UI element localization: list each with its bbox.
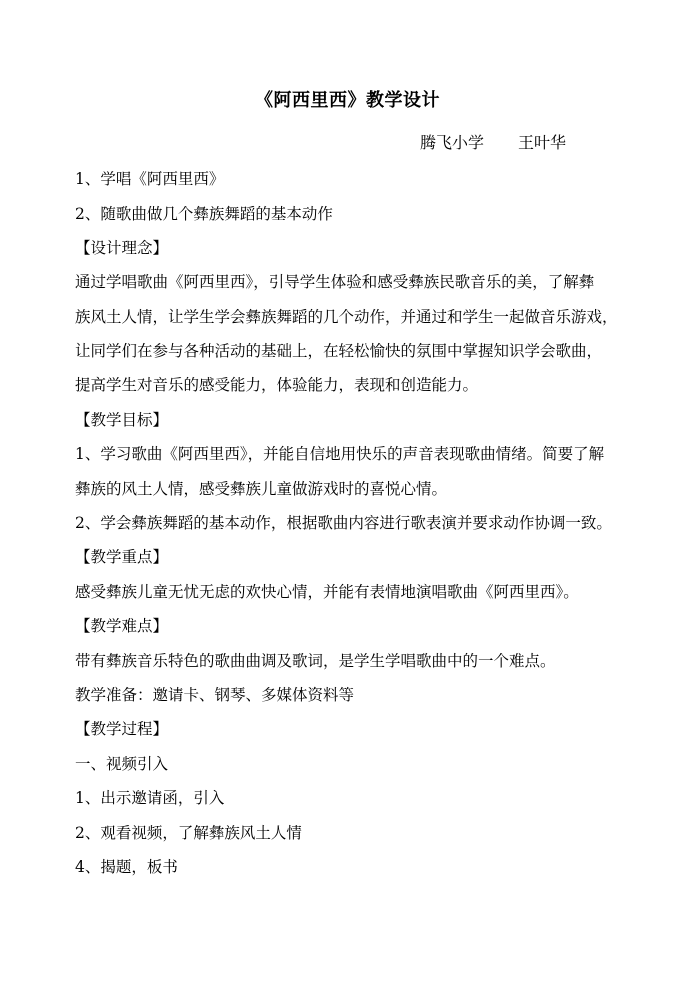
section-heading-design-concept: 【设计理念】 [75, 239, 169, 257]
paragraph-line: 彝族的风土人情，感受彝族儿童做游戏时的喜悦心情。 [75, 480, 448, 498]
process-step: 一、视频引入 [75, 755, 169, 773]
paragraph-line: 感受彝族儿童无忧无虑的欢快心情，并能有表情地演唱歌曲《阿西里西》。 [75, 583, 579, 601]
school-name: 腾飞小学 [420, 133, 485, 152]
process-step: 2、观看视频，了解彝族风土人情 [75, 824, 302, 842]
paragraph-line: 提高学生对音乐的感受能力，体验能力，表现和创造能力。 [75, 376, 479, 394]
document-title: 《阿西里西》教学设计 [255, 90, 440, 111]
paragraph-line: 族风土人情，让学生学会彝族舞蹈的几个动作，并通过和学生一起做音乐游戏， [75, 308, 618, 326]
objective-2: 2、随歌曲做几个彝族舞蹈的基本动作 [75, 205, 333, 223]
author-name: 王叶华 [518, 133, 567, 152]
teaching-preparation: 教学准备：邀请卡、钢琴、多媒体资料等 [75, 686, 355, 704]
paragraph-line: 让同学们在参与各种活动的基础上，在轻松愉快的氛围中掌握知识学会歌曲， [75, 342, 603, 360]
section-heading-teaching-process: 【教学过程】 [75, 720, 169, 738]
paragraph-line: 2、学会彝族舞蹈的基本动作，根据歌曲内容进行歌表演并要求动作协调一致。 [75, 514, 612, 532]
paragraph-line: 通过学唱歌曲《阿西里西》，引导学生体验和感受彝族民歌音乐的美，了解彝 [75, 273, 595, 291]
paragraph-line: 1、学习歌曲《阿西里西》，并能自信地用快乐的声音表现歌曲情绪。简要了解 [75, 445, 605, 463]
process-step: 1、出示邀请函，引入 [75, 789, 225, 807]
paragraph-line: 带有彝族音乐特色的歌曲曲调及歌词，是学生学唱歌曲中的一个难点。 [75, 652, 556, 670]
section-heading-difficulties: 【教学难点】 [75, 617, 169, 635]
process-step: 4、揭题，板书 [75, 858, 178, 876]
byline [420, 130, 566, 153]
section-heading-key-points: 【教学重点】 [75, 548, 169, 566]
objective-1: 1、学唱《阿西里西》 [75, 170, 225, 188]
section-heading-teaching-goals: 【教学目标】 [75, 411, 169, 429]
